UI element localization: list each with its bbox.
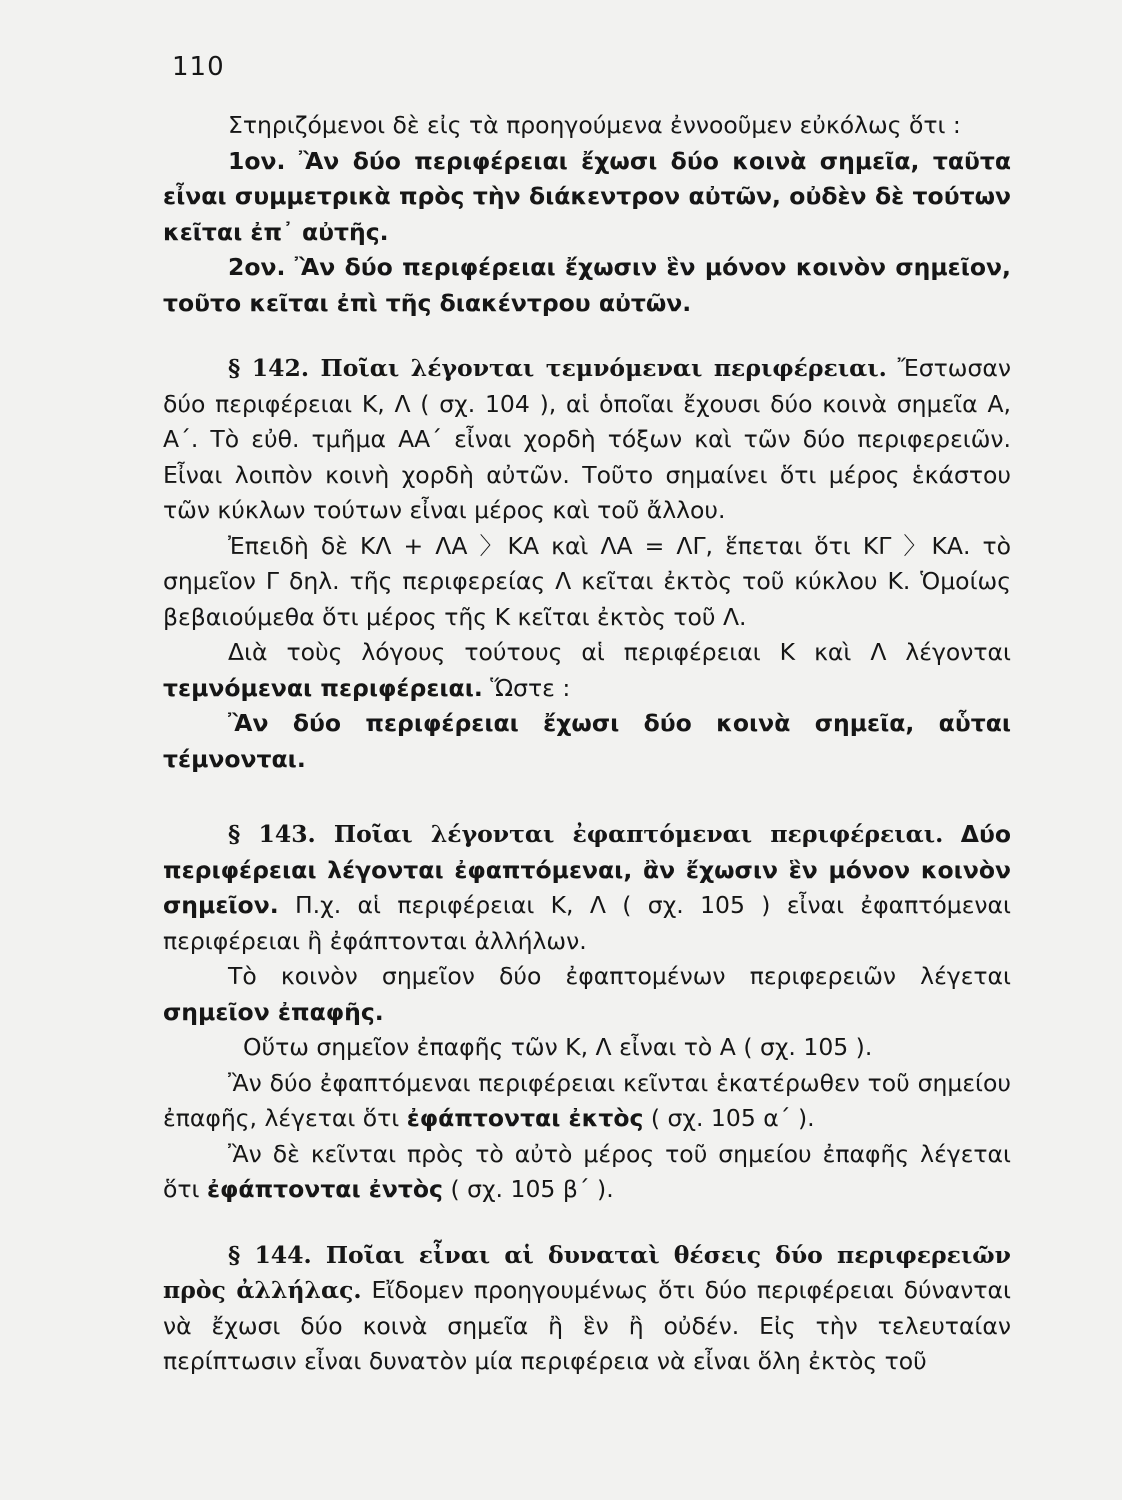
section-142-p3-text: Διὰ τοὺς λόγους τούτους αἱ περιφέρειαι Κ καὶ Λ λέγονται	[228, 638, 1011, 666]
section-143-paragraph-3: Οὕτω σημεῖον ἐπαφῆς τῶν Κ, Λ εἶναι τὸ Α ( σχ. 105 ).	[243, 1033, 873, 1061]
section-142-text: Ἔστωσαν δύο περιφέρειαι Κ, Λ ( σχ. 104 ), αἱ ὁποῖαι ἔχουσι δύο κοινὰ σημεῖα Α, Α΄. Τὸ εὐθ. τμῆμα ΑΑ΄ εἶναι χορδὴ τόξων καὶ τῶν δύο περιφερειῶν. Εἶναι λοιπὸν κοινὴ χορδὴ αὐτῶν. Τοῦτο σημαίνει ὅτι μέρος ἑκάστου τῶν κύκλων τούτων εἶναι μέρος καὶ τοῦ ἄλλου.	[163, 354, 1011, 524]
section-144-text: Εἴδομεν προηγουμένως ὅτι δύο περιφέρειαι δύνανται νὰ ἔχωσι δύο κοινὰ σημεῖα ἢ ἓν ἢ οὐδέν. Εἰς τὴν τελευταίαν περίπτωσιν εἶναι δυνατὸν μία περιφέρεια νὰ εἶναι ὅλη ἐκτὸς τοῦ	[163, 1276, 1011, 1375]
page-number: 110	[172, 52, 225, 82]
section-143-heading: § 143. Ποῖαι λέγονται ἐφαπτόμεναι περιφέρειαι.	[228, 820, 944, 848]
section-142-paragraph-1	[163, 351, 1011, 529]
rule-1: 1ον. Ἂν δύο περιφέρειαι ἔχωσι δύο κοινὰ σημεῖα, ταῦτα εἶναι συμμετρικὰ πρὸς τὴν διάκεντρον αὐτῶν, οὐδὲν δὲ τούτων κεῖται ἐπ᾽ αὐτῆς.	[163, 146, 1011, 246]
section-143-p2-text: Τὸ κοινὸν σημεῖον δύο ἐφαπτομένων περιφερειῶν λέγεται	[228, 962, 1011, 990]
section-144-heading: § 144. Ποῖαι εἶναι αἱ δυναταὶ θέσεις δύο περιφερειῶν πρὸς ἀλλήλας.	[163, 1240, 1011, 1304]
intro-paragraph: Στηριζόμενοι δὲ εἰς τὰ προηγούμενα ἐννοοῦμεν εὐκόλως ὅτι :	[228, 111, 961, 139]
section-143-p4-end: ( σχ. 105 α΄ ).	[650, 1104, 815, 1132]
section-142-rule: Ἂν δύο περιφέρειαι ἔχωσι δύο κοινὰ σημεῖα, αὗται τέμνονται.	[163, 709, 1011, 773]
section-143-p5-text: Ἂν δὲ κεῖνται πρὸς τὸ αὐτὸ μέρος τοῦ σημείου ἐπαφῆς λέγεται ὅτι	[163, 1139, 1011, 1203]
section-143-definition: Δύο περιφέρειαι λέγονται ἐφαπτόμεναι, ἂν ἔχωσιν ἓν μόνον κοινὸν σημεῖον.	[163, 820, 1011, 919]
section-142-paragraph-3	[163, 635, 1011, 706]
term-point-of-contact: σημεῖον ἐπαφῆς.	[163, 997, 384, 1026]
section-143-example: Π.χ. αἱ περιφέρειαι Κ, Λ ( σχ. 105 ) εἶναι ἐφαπτόμεναι περιφέρειαι ἢ ἐφάπτονται ἀλλήλων.	[163, 891, 1011, 955]
section-142-heading: § 142. Ποῖαι λέγονται τεμνόμεναι περιφέρειαι.	[228, 354, 887, 382]
section-143-paragraph-5	[163, 1137, 1011, 1208]
section-143-p5-end: ( σχ. 105 β΄ ).	[450, 1175, 614, 1203]
page-body	[163, 108, 1011, 1380]
term-external-tangency: ἐφάπτονται ἐκτὸς	[406, 1104, 644, 1132]
term-intersecting-circles: τεμνόμεναι περιφέρειαι.	[163, 673, 483, 702]
term-internal-tangency: ἐφάπτονται ἐντὸς	[206, 1175, 443, 1203]
section-143-paragraph-1	[163, 817, 1011, 959]
rule-2: 2ον. Ἂν δύο περιφέρειαι ἔχωσιν ἓν μόνον κοινὸν σημεῖον, τοῦτο κεῖται ἐπὶ τῆς διακέντρου αὐτῶν.	[163, 253, 1011, 317]
section-143-paragraph-4	[163, 1066, 1011, 1137]
section-142-p3-end: Ὥστε :	[490, 673, 571, 702]
section-144-paragraph-1	[163, 1238, 1011, 1380]
section-143-p4-text: Ἂν δύο ἐφαπτόμεναι περιφέρειαι κεῖνται ἑκατέρωθεν τοῦ σημείου ἐπαφῆς, λέγεται ὅτι	[163, 1068, 1011, 1132]
section-143-paragraph-2	[163, 959, 1011, 1030]
section-142-paragraph-2: Ἐπειδὴ δὲ ΚΛ + ΛΑ 〉ΚΑ καὶ ΛΑ = ΛΓ, ἕπεται ὅτι ΚΓ 〉ΚΑ. τὸ σημεῖον Γ δηλ. τῆς περιφερείας Λ κεῖται ἐκτὸς τοῦ κύκλου Κ. Ὁμοίως βεβαιούμεθα ὅτι μέρος τῆς Κ κεῖται ἐκτὸς τοῦ Λ.	[163, 531, 1011, 631]
